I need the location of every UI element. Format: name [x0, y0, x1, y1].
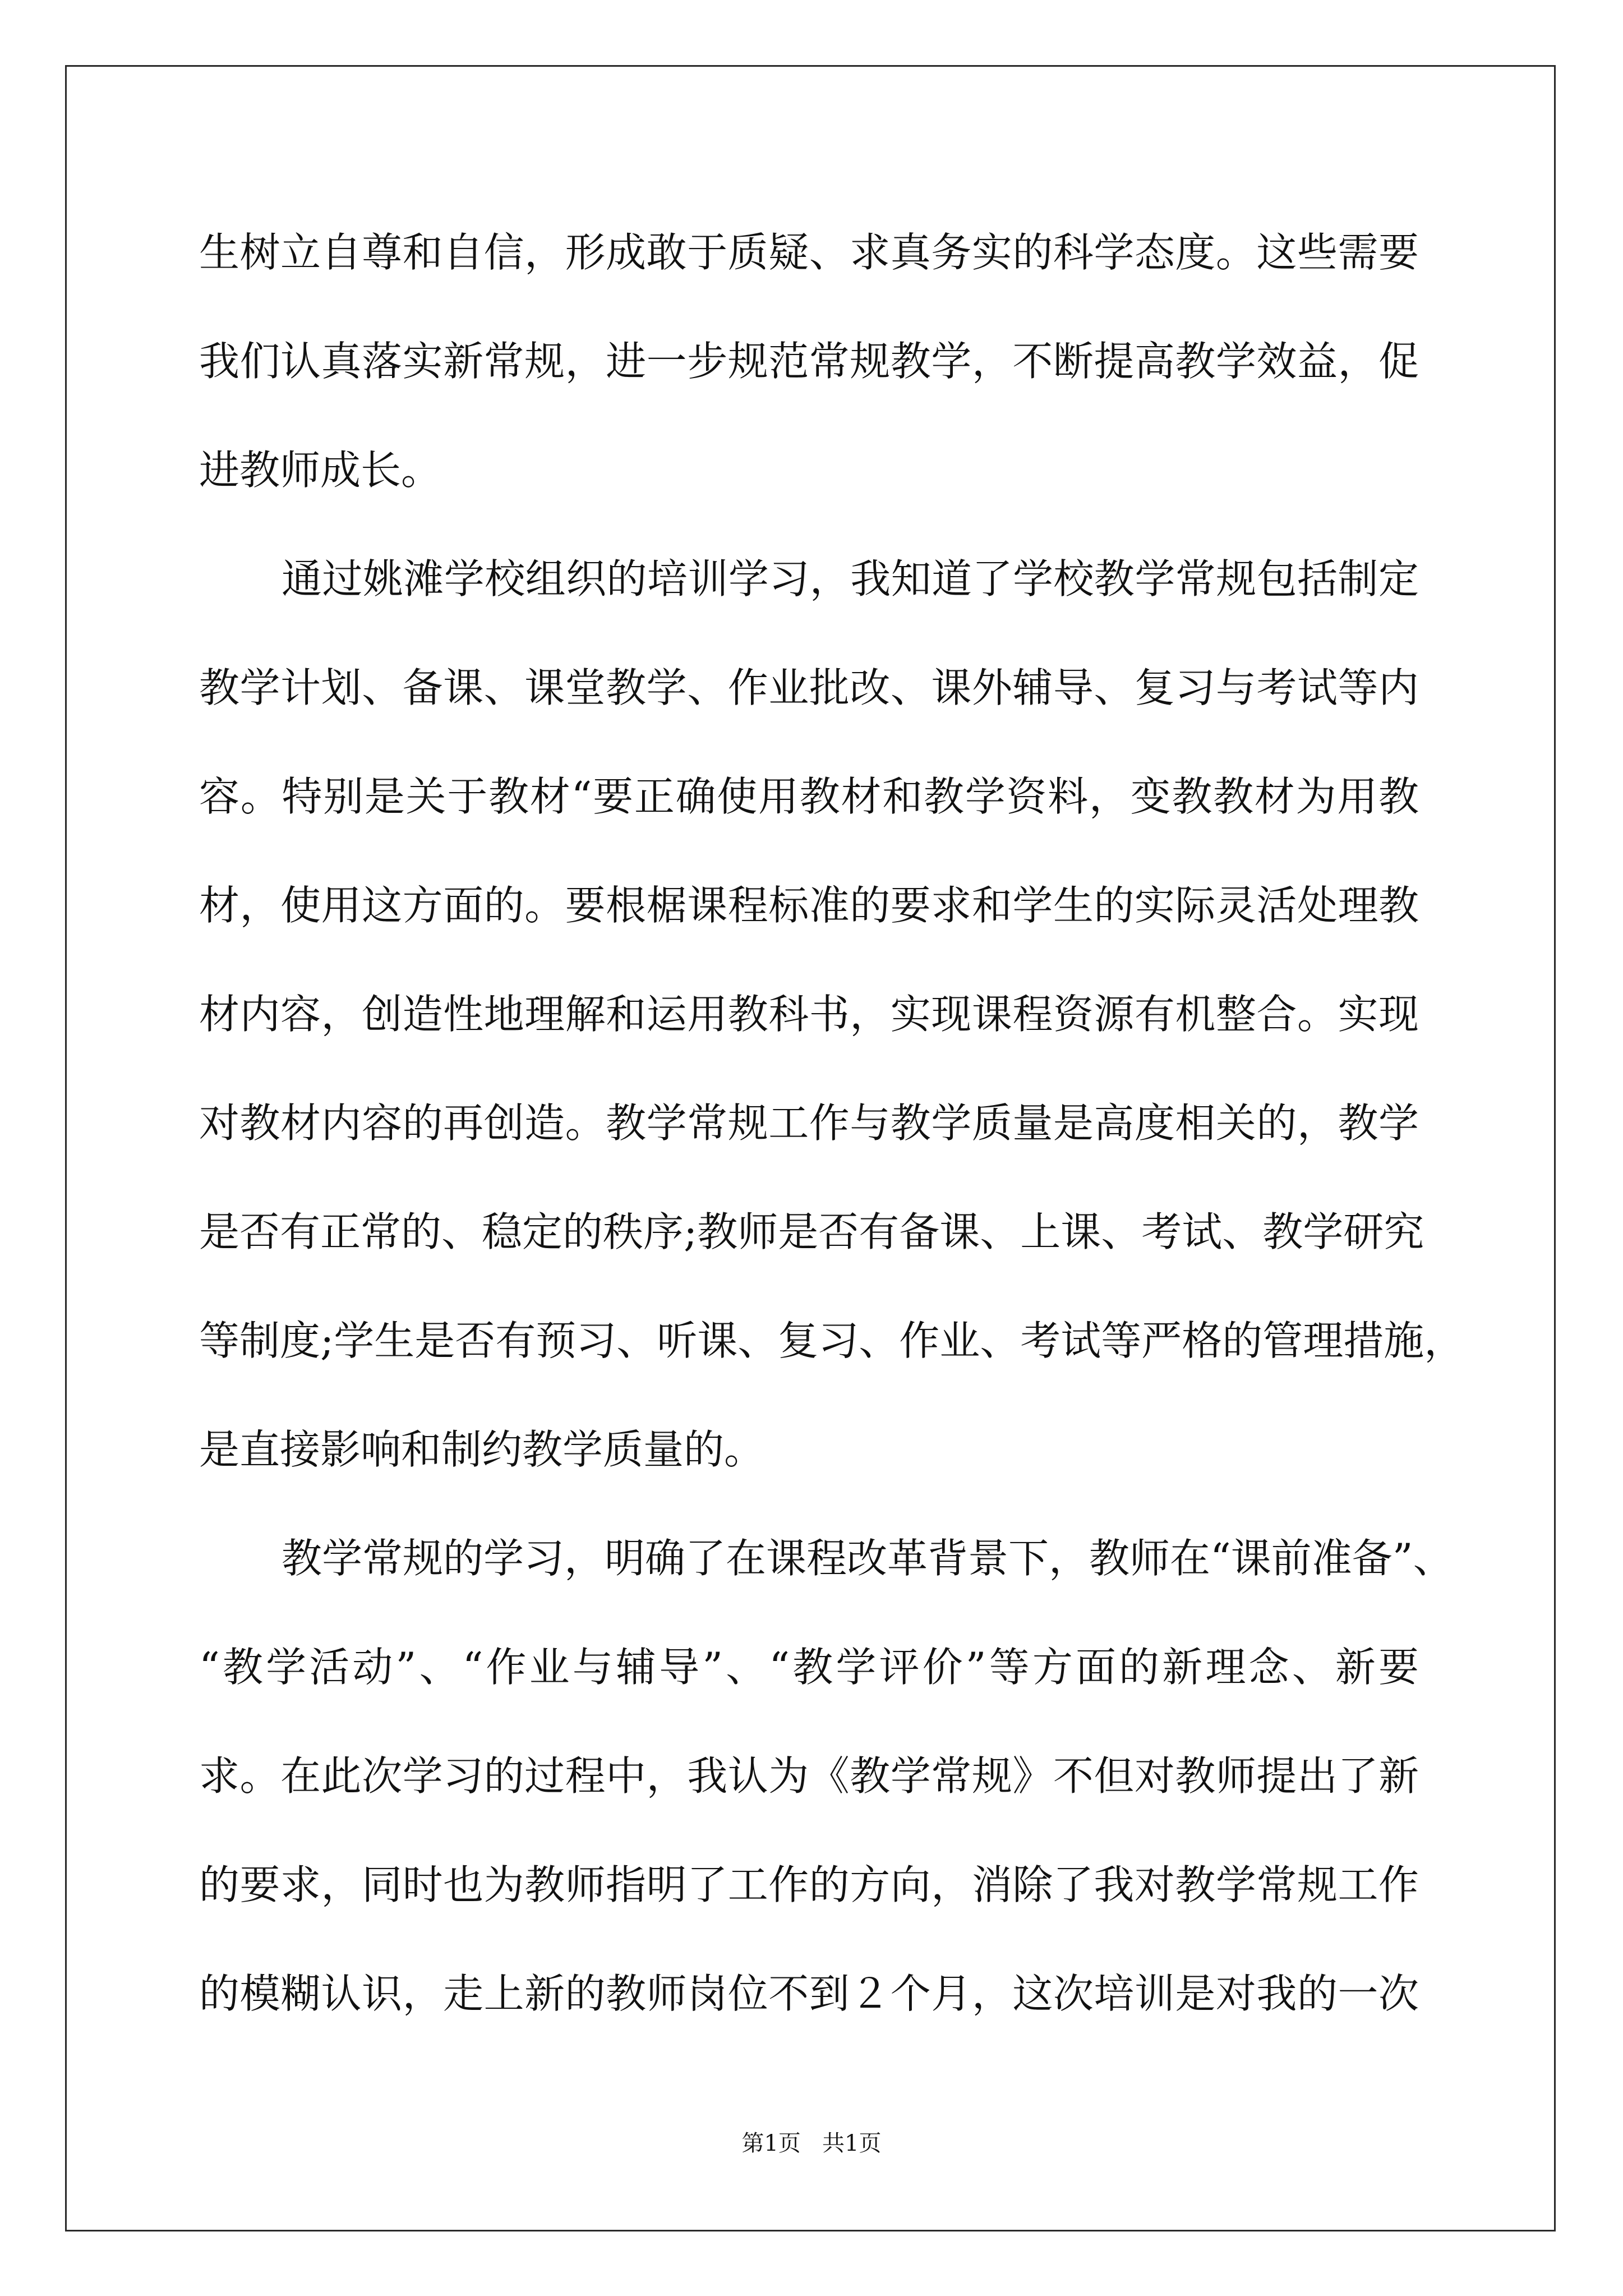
body-line-1: 生树立自尊和自信，形成敢于质疑、求真务实的科学态度。这些需要 [199, 229, 1419, 276]
body-line-9: 对教材内容的再创造。教学常规工作与教学质量是高度相关的，教学 [199, 1099, 1419, 1147]
body-line-7: 材，使用这方面的。要根椐课程标准的要求和学生的实际灵活处理教 [199, 882, 1419, 929]
body-line-12: 是直接影响和制约教学质量的。 [199, 1426, 765, 1473]
body-line-11: 等制度;学生是否有预习、听课、复习、作业、考试等严格的管理措施， [199, 1317, 1465, 1364]
body-line-2: 我们认真落实新常规，进一步规范常规教学，不断提高教学效益，促 [199, 338, 1419, 385]
body-line-14: “教学活动”、“作业与辅导”、“教学评价”等方面的新理念、新要 [199, 1644, 1419, 1691]
body-line-3: 进教师成长。 [199, 447, 442, 494]
body-line-8: 材内容，创造性地理解和运用教科书，实现课程资源有机整合。实现 [199, 991, 1419, 1038]
body-line-16: 的要求，同时也为教师指明了工作的方向，消除了我对教学常规工作 [199, 1861, 1419, 1908]
page-number-footer: 第1页 共1页 [741, 2131, 882, 2156]
body-line-13: 教学常规的学习，明确了在课程改革背景下，教师在“课前准备”、 [282, 1535, 1454, 1582]
body-line-4: 通过姚滩学校组织的培训学习，我知道了学校教学常规包括制定 [282, 555, 1419, 602]
body-line-15: 求。在此次学习的过程中，我认为《教学常规》不但对教师提出了新 [199, 1752, 1419, 1800]
body-line-6: 容。特别是关于教材“要正确使用教材和教学资料，变教教材为用教 [199, 773, 1419, 820]
body-line-10: 是否有正常的、稳定的秩序;教师是否有备课、上课、考试、教学研究 [199, 1208, 1424, 1255]
body-line-5: 教学计划、备课、课堂教学、作业批改、课外辅导、复习与考试等内 [199, 664, 1419, 711]
body-line-17: 的模糊认识，走上新的教师岗位不到２个月，这次培训是对我的一次 [199, 1970, 1419, 2017]
